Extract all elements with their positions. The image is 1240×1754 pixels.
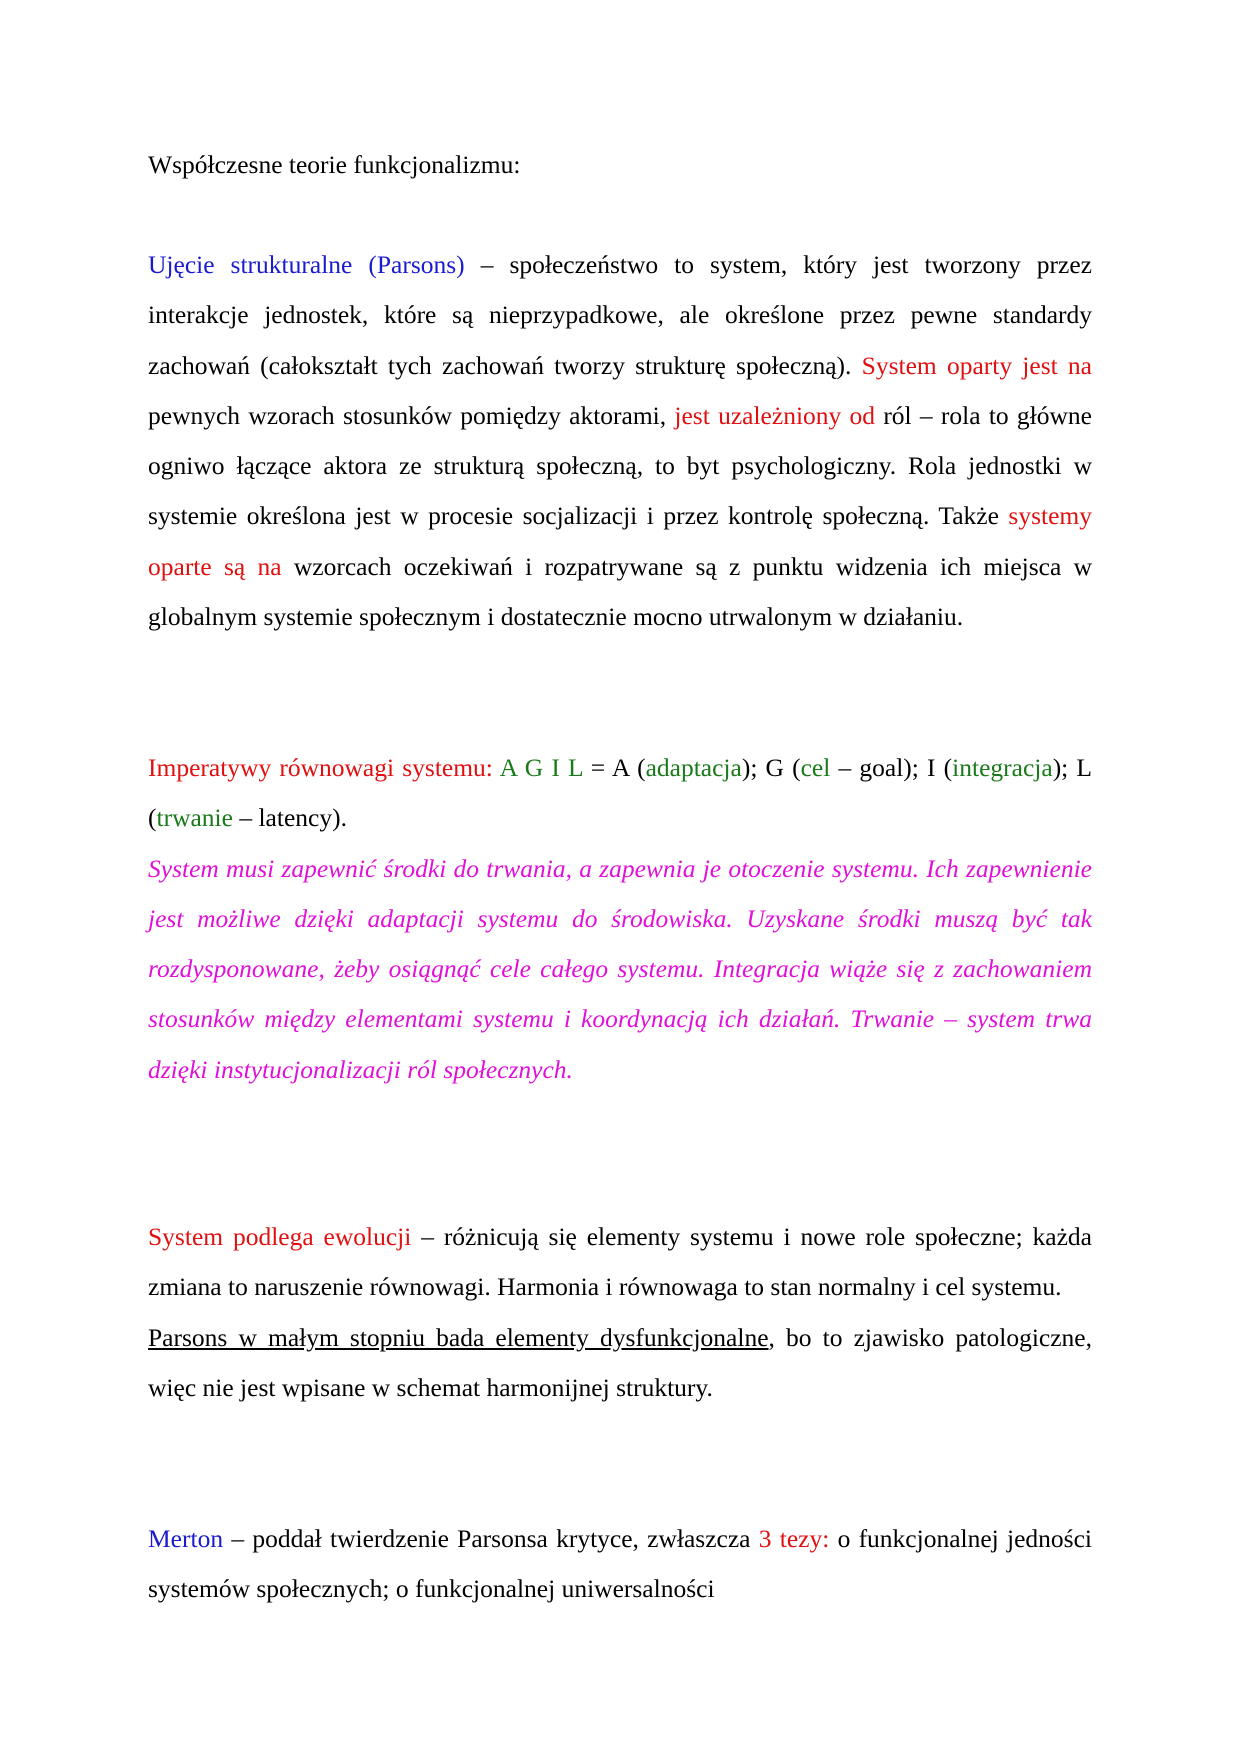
paragraph-evolution [148, 1212, 1092, 1413]
paragraph-merton [148, 1514, 1092, 1615]
term-latency: trwanie [156, 803, 233, 833]
paragraph-text: o funkcjonalnej jedności systemów społecznych; o funkcjonalnej uniwersalności [148, 1524, 1092, 1604]
term-integration: integracja [952, 753, 1053, 782]
document-heading: Współczesne teorie funkcjonalizmu: [148, 150, 521, 179]
term-merton: Merton [148, 1524, 224, 1553]
paragraph-agil [148, 743, 1092, 1095]
paragraph-text: ról – rola to główne ogniwo łączące aktora ze strukturą społeczną, to byt psychologiczny. Rola jednostki w systemie określona jest w procesie socjalizacji i przez kontrolę społeczną. Także [148, 400, 1092, 531]
highlight-red: systemy oparte są na [148, 501, 1092, 581]
term-imperatives: Imperatywy równowagi systemu: [148, 753, 493, 782]
paragraph-text: – goal); I ( [830, 753, 953, 782]
italic-explanation: System musi zapewnić środki do trwania, a zapewnia je otoczenie systemu. Ich zapewnienie jest możliwe dzięki adaptacji systemu do środowiska. Uzyskane środki muszą być tak rozdysponowane, żeby osiągnąć cele całego systemu. Integracja wiąże się z zachowaniem stosunków między elementami systemu i koordynacją ich działań. Trwanie – system trwa dzięki instytucjonalizacji ról społecznych. [148, 853, 1092, 1084]
paragraph-structural-approach [148, 240, 1092, 642]
highlight-red: jest uzależniony od [674, 400, 876, 430]
paragraph-text: – społeczeństwo to system, który jest tworzony przez interakcje jednostek, które są nieprzypadkowe, ale określone przez pewne standardy zachowań (całokształt tych zachowań tworzy strukturę społeczną). [148, 250, 1092, 380]
paragraph-text: – latency). [232, 803, 347, 833]
term-adaptation: adaptacja [645, 753, 742, 782]
term-three-theses: 3 tezy: [758, 1524, 830, 1553]
paragraph-text: ); G ( [741, 753, 801, 782]
paragraph-text: pewnych wzorach stosunków pomiędzy aktorami, [148, 400, 675, 430]
paragraph-text: wzorcach oczekiwań i rozpatrywane są z punktu widzenia ich miejsca w globalnym systemie społecznym i dostatecznie mocno utrwalonym w działaniu. [148, 551, 1092, 632]
term-structural-approach: Ujęcie strukturalne (Parsons) [148, 250, 465, 279]
paragraph-text: – poddał twierdzenie Parsonsa krytyce, zwłaszcza [223, 1524, 759, 1553]
term-evolution: System podlega ewolucji [148, 1222, 412, 1251]
paragraph-text: = A ( [582, 753, 646, 782]
underlined-text: Parsons w małym stopniu bada elementy dysfunkcjonalne [148, 1322, 769, 1352]
paragraph-text: ); L ( [148, 753, 1092, 833]
highlight-red: System oparty jest na [861, 350, 1092, 380]
paragraph-text: – różnicują się elementy systemu i nowe role społeczne; każda zmiana to naruszenie równowagi. Harmonia i równowaga to stan normalny i cel systemu. [148, 1222, 1092, 1302]
term-agil: A G I L [492, 753, 583, 782]
paragraph-text: , bo to zjawisko patologiczne, więc nie jest wpisane w schemat harmonijnej struktury. [148, 1322, 1092, 1402]
paragraph-dysfunction [148, 1313, 1092, 1414]
term-goal: cel [800, 753, 831, 782]
